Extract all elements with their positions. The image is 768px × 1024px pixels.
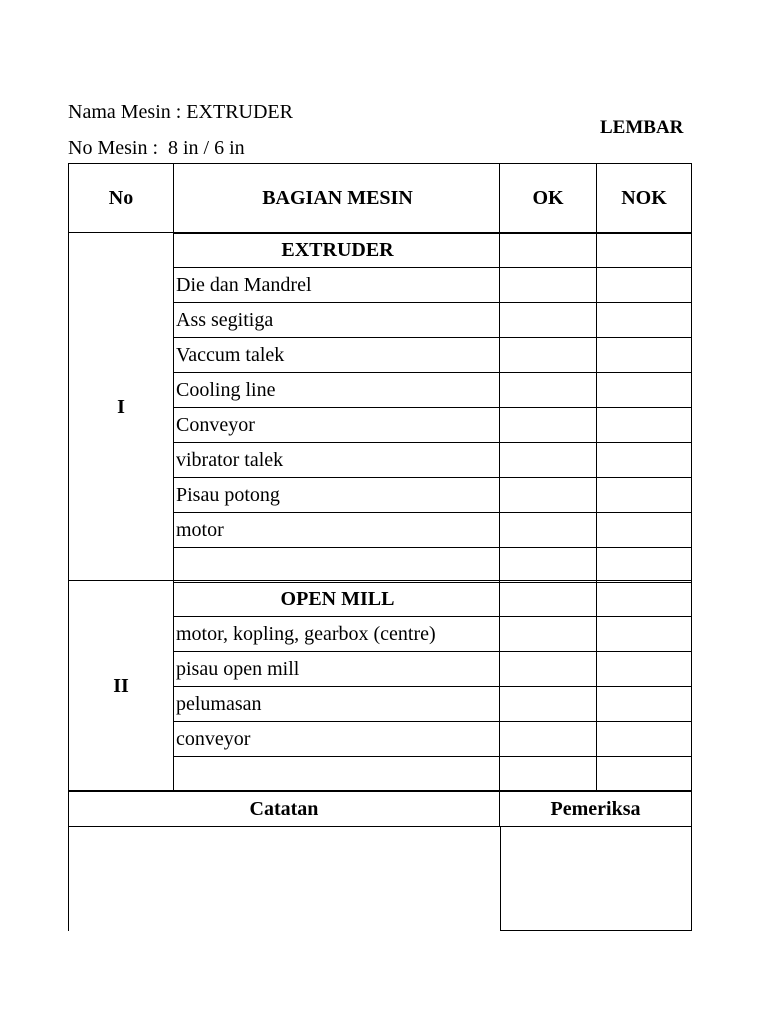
part-name: Vaccum talek [174, 338, 500, 373]
ok-checkbox-cell[interactable] [500, 303, 597, 338]
part-name: conveyor [174, 722, 500, 757]
part-name: Conveyor [174, 408, 500, 443]
ok-checkbox-cell[interactable] [500, 617, 597, 652]
nok-checkbox-cell[interactable] [597, 408, 692, 443]
col-no-header: No [68, 164, 174, 233]
ok-checkbox-cell[interactable] [500, 582, 597, 617]
ok-checkbox-cell[interactable] [500, 687, 597, 722]
machine-number: No Mesin : 8 in / 6 in [68, 137, 245, 159]
nok-checkbox-cell[interactable] [597, 478, 692, 513]
part-name: motor [174, 513, 500, 548]
notes-label: Catatan [68, 792, 500, 827]
part-name: vibrator talek [174, 443, 500, 478]
nok-checkbox-cell[interactable] [597, 443, 692, 478]
part-name: Die dan Mandrel [174, 268, 500, 303]
group-title: OPEN MILL [174, 582, 500, 617]
part-name [174, 757, 500, 792]
ok-checkbox-cell[interactable] [500, 268, 597, 303]
nok-checkbox-cell[interactable] [597, 582, 692, 617]
part-name: motor, kopling, gearbox (centre) [174, 617, 500, 652]
part-name: Ass segitiga [174, 303, 500, 338]
part-name: pelumasan [174, 687, 500, 722]
ok-checkbox-cell[interactable] [500, 548, 597, 583]
nok-checkbox-cell[interactable] [597, 268, 692, 303]
group-title: EXTRUDER [174, 233, 500, 268]
nok-checkbox-cell[interactable] [597, 722, 692, 757]
ok-checkbox-cell[interactable] [500, 722, 597, 757]
ok-checkbox-cell[interactable] [500, 757, 597, 792]
ok-checkbox-cell[interactable] [500, 513, 597, 548]
nok-checkbox-cell[interactable] [597, 338, 692, 373]
ok-checkbox-cell[interactable] [500, 373, 597, 408]
col-part-header: BAGIAN MESIN [174, 164, 500, 233]
footer-header-row [68, 790, 692, 825]
group-number: II [68, 582, 174, 792]
ok-checkbox-cell[interactable] [500, 443, 597, 478]
inspector-label: Pemeriksa [500, 792, 692, 827]
nok-checkbox-cell[interactable] [597, 617, 692, 652]
ok-checkbox-cell[interactable] [500, 233, 597, 268]
form-title: LEMBAR [600, 117, 684, 138]
ok-checkbox-cell[interactable] [500, 652, 597, 687]
ok-checkbox-cell[interactable] [500, 408, 597, 443]
ok-checkbox-cell[interactable] [500, 338, 597, 373]
notes-area[interactable] [68, 826, 500, 931]
nok-checkbox-cell[interactable] [597, 548, 692, 583]
nok-checkbox-cell[interactable] [597, 303, 692, 338]
nok-checkbox-cell[interactable] [597, 513, 692, 548]
nok-checkbox-cell[interactable] [597, 373, 692, 408]
nok-checkbox-cell[interactable] [597, 233, 692, 268]
col-nok-header: NOK [597, 164, 692, 233]
ok-checkbox-cell[interactable] [500, 478, 597, 513]
table-header-row [68, 163, 692, 233]
nok-checkbox-cell[interactable] [597, 687, 692, 722]
part-name [174, 548, 500, 583]
nok-checkbox-cell[interactable] [597, 757, 692, 792]
part-name: Cooling line [174, 373, 500, 408]
part-name: pisau open mill [174, 652, 500, 687]
inspector-signature-box[interactable] [500, 826, 692, 931]
nok-checkbox-cell[interactable] [597, 652, 692, 687]
group-number: I [68, 233, 174, 583]
col-ok-header: OK [500, 164, 597, 233]
machine-name: Nama Mesin : EXTRUDER [68, 101, 293, 123]
part-name: Pisau potong [174, 478, 500, 513]
